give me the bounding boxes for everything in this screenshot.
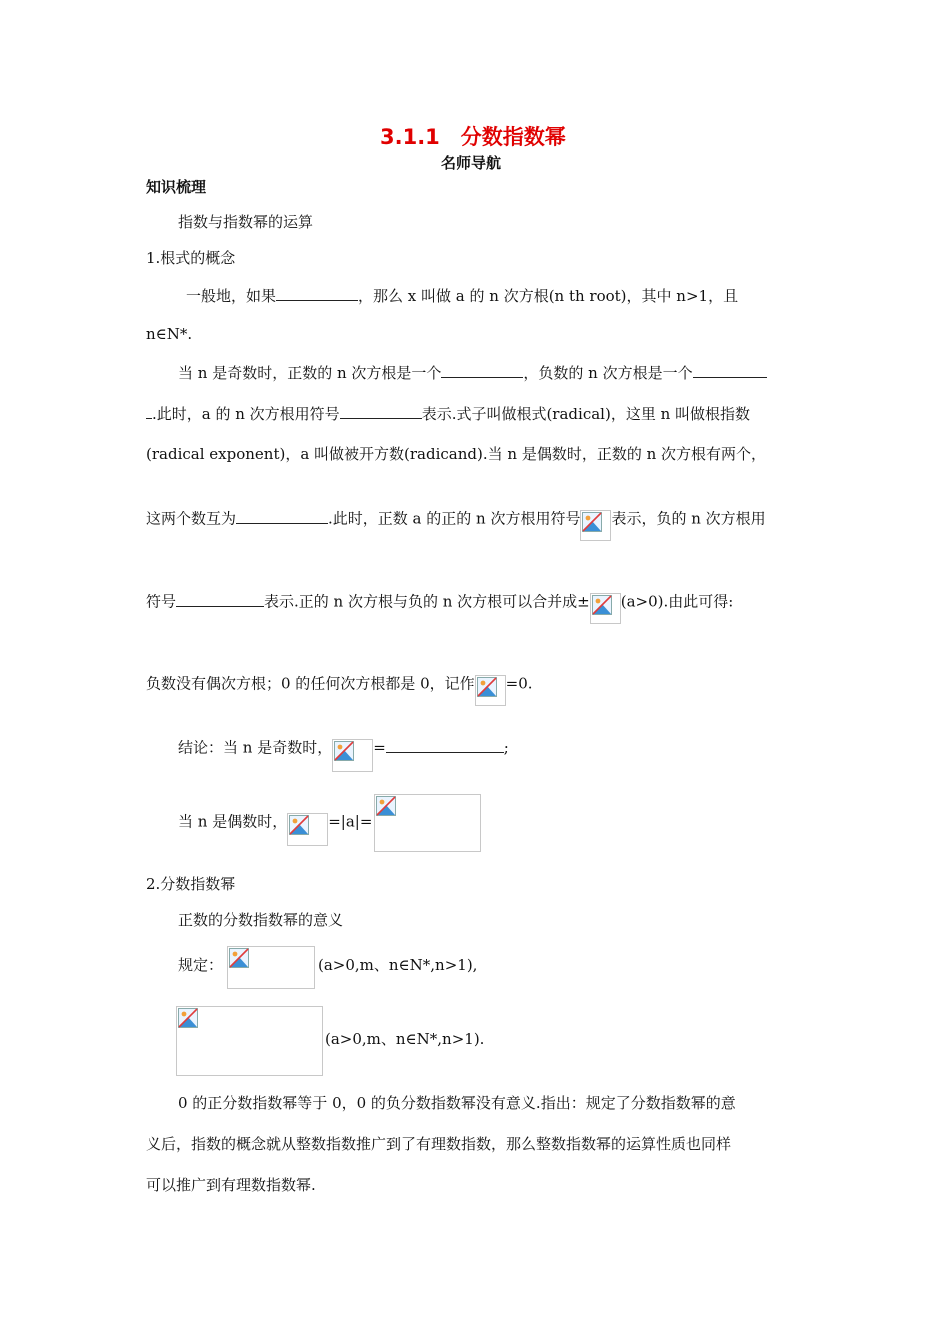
sec1-line10: [178, 806, 372, 839]
broken-image-icon: [376, 796, 396, 816]
rule-label: 规定：: [178, 956, 224, 974]
image-placeholder: [580, 510, 611, 541]
broken-image-icon: [334, 741, 354, 761]
fill-blank: [340, 403, 422, 419]
image-placeholder: [227, 946, 315, 989]
sec1-line8: [146, 669, 533, 700]
text-run: 负数没有偶次方根；0 的任何次方根都是 0，记作: [146, 674, 475, 693]
sec1-line6: [146, 504, 766, 535]
sec2-para-line3: 可以推广到有理数指数幂.: [146, 1176, 316, 1194]
sec1-line9: [178, 732, 509, 765]
fill-blank: [236, 508, 328, 524]
rule2-condition: (a>0,m、n∈N*,n>1).: [325, 1030, 485, 1048]
text-run: ，负数的 n 次方根是一个: [523, 364, 693, 382]
image-placeholder: [332, 739, 373, 772]
page-subtitle: 名师导航: [441, 154, 502, 172]
sec2-para-line2: 义后，指数的概念就从整数指数推广到了有理数指数，那么整数指数幂的运算性质也同样: [146, 1135, 732, 1153]
broken-image-icon: [582, 512, 602, 532]
image-placeholder: [374, 794, 481, 852]
broken-image-icon: [592, 595, 612, 615]
text-run: 表示.式子叫做根式(radical)，这里 n 叫做根指数: [421, 405, 751, 423]
text-run: =0.: [505, 674, 533, 693]
fill-blank: [276, 285, 358, 301]
sec1-line3: [178, 362, 767, 383]
text-run: 结论：当 n 是奇数时，: [178, 738, 333, 757]
sec1-line2: n∈N*.: [146, 325, 193, 343]
image-placeholder: [176, 1006, 323, 1076]
sec2-heading: 2.分数指数幂: [146, 875, 236, 893]
image-placeholder: [287, 813, 328, 846]
sec1-line5: (radical exponent)，a 叫做被开方数(radicand).当 n 是偶数时，正数的 n 次方根有两个，: [146, 445, 767, 463]
text-run: =|a|=: [328, 812, 373, 831]
text-run: 符号: [146, 592, 177, 611]
text-run: .此时，正数 a 的正的 n 次方根用符号: [328, 509, 581, 528]
broken-image-icon: [477, 677, 497, 697]
fill-blank: [441, 362, 523, 378]
text-run: 表示.正的 n 次方根与负的 n 次方根可以合并成±: [264, 592, 590, 611]
text-run: 表示，负的 n 次方根用: [611, 509, 766, 528]
fill-blank: [693, 362, 767, 378]
page-title: 3.1.1 分数指数幂: [380, 125, 566, 149]
text-run: .此时，a 的 n 次方根用符号: [152, 405, 340, 423]
text-run: 当 n 是偶数时，: [178, 812, 288, 831]
sec1-line4: [146, 403, 750, 424]
fill-blank: [176, 591, 264, 607]
image-placeholder: [590, 593, 621, 624]
broken-image-icon: [229, 948, 249, 968]
fill-blank: [386, 737, 504, 753]
text-run: 一般地，如果: [186, 287, 277, 305]
text-run: (a>0).由此可得:: [620, 592, 734, 611]
text-run: ，那么 x 叫做 a 的 n 次方根(n th root)，其中 n>1，且: [358, 287, 739, 305]
sec1-line1: [186, 285, 738, 306]
image-placeholder: [475, 675, 506, 706]
sec1-heading: 1.根式的概念: [146, 249, 236, 267]
broken-image-icon: [178, 1008, 198, 1028]
broken-image-icon: [289, 815, 309, 835]
rule1-condition: (a>0,m、n∈N*,n>1),: [318, 956, 478, 974]
text-run: 这两个数互为: [146, 509, 237, 528]
text-run: ;: [503, 738, 509, 757]
text-run: 当 n 是奇数时，正数的 n 次方根是一个: [178, 364, 442, 382]
sec2-para-line1: 0 的正分数指数幂等于 0，0 的负分数指数幂没有意义.指出：规定了分数指数幂的意: [178, 1094, 736, 1112]
intro-text: 指数与指数幂的运算: [178, 213, 314, 231]
sec2-intro: 正数的分数指数幂的意义: [178, 911, 344, 929]
text-run: =: [373, 738, 386, 757]
section-heading: 知识梳理: [146, 178, 207, 196]
sec1-line7: [146, 587, 733, 618]
